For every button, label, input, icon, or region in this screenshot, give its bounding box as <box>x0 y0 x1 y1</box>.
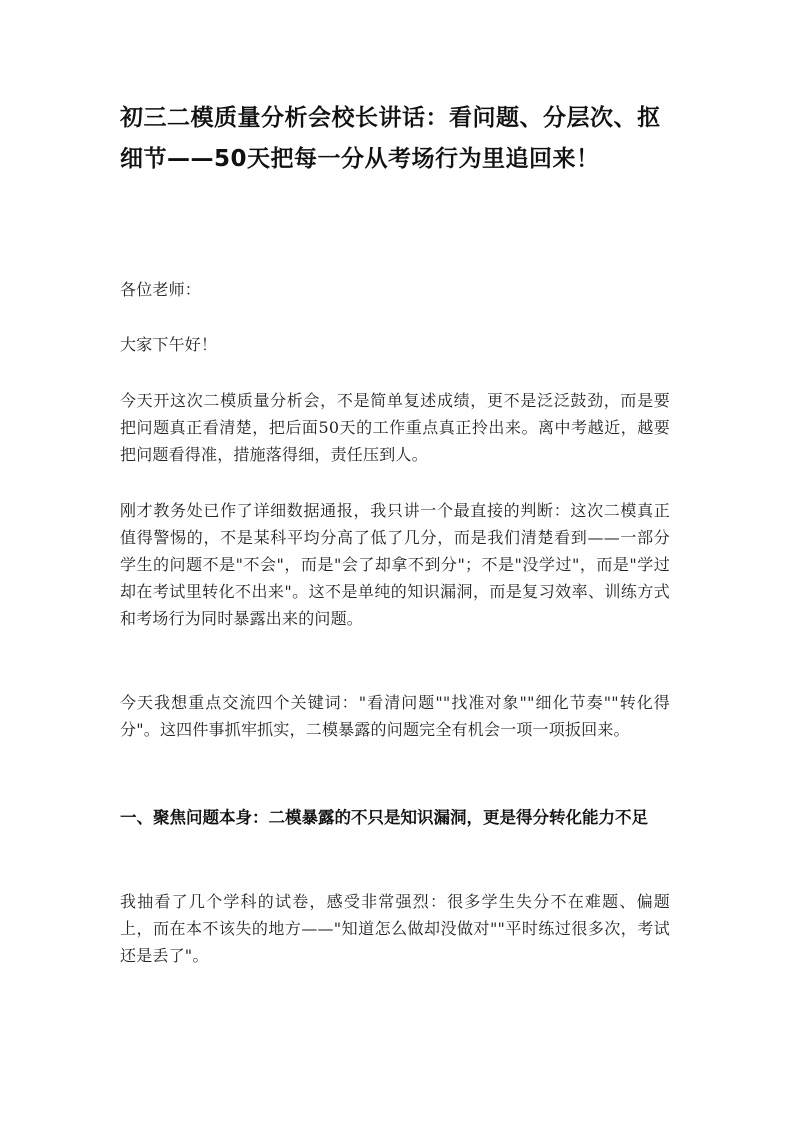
intro-paragraph-3: 今天我想重点交流四个关键词："看清问题""找准对象""细化节奏""转化得分"。这四件事抓牢抓实，二模暴露的问题完全有机会一项一项扳回来。 <box>120 693 670 739</box>
intro-paragraph-2: 刚才教务处已作了详细数据通报，我只讲一个最直接的判断：这次二模真正值得警惕的，不是某科平均分高了低了几分，而是我们清楚看到——一部分学生的问题不是"不会"，而是"会了却拿不到分"；不是"没学过"，而是"学过却在考试里转化不出来"。这不是单纯的知识漏洞，而是复习效率、训练方式和考场行为同时暴露出来的问题。 <box>120 501 670 628</box>
intro-paragraph-1: 今天开这次二模质量分析会，不是简单复述成绩，更不是泛泛鼓劲，而是要把问题真正看清楚，把后面50天的工作重点真正拎出来。离中考越近，越要把问题看得准，措施落得细，责任压到人。 <box>120 391 670 464</box>
greeting-paragraph: 各位老师： <box>120 280 202 299</box>
document-title: 初三二模质量分析会校长讲话：看问题、分层次、抠细节——50天把每一分从考场行为里追回来！ <box>120 105 661 172</box>
salutation-paragraph: 大家下午好！ <box>120 335 218 354</box>
section-1-paragraph-1: 我抽看了几个学科的试卷，感受非常强烈：很多学生失分不在难题、偏题上，而在本不该失的地方——"知道怎么做却没做对""平时练过很多次，考试还是丢了"。 <box>120 892 670 965</box>
section-heading-1: 一、聚焦问题本身：二模暴露的不只是知识漏洞，更是得分转化能力不足 <box>120 808 648 827</box>
